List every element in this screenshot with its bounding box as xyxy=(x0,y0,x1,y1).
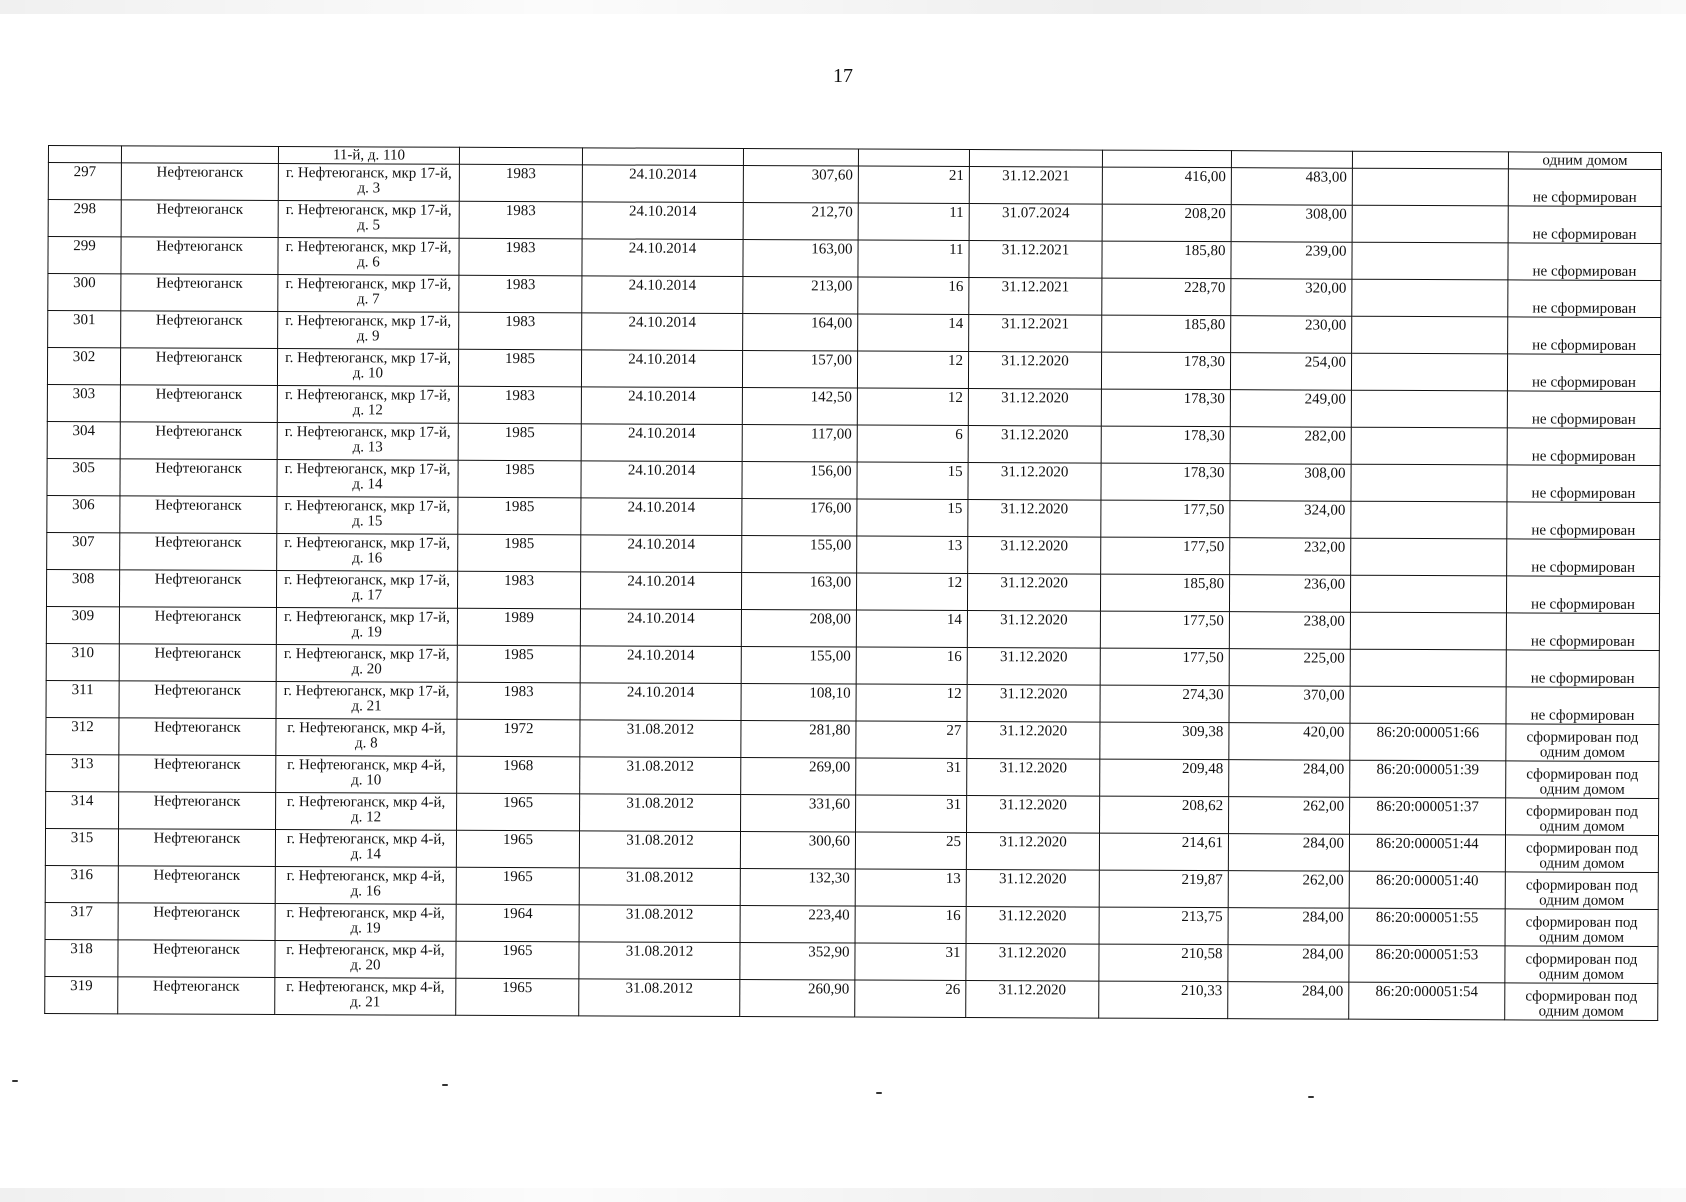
cell-deadline: 31.12.2021 xyxy=(969,241,1102,279)
cell-date: 24.10.2014 xyxy=(581,387,742,425)
cell-year: 1989 xyxy=(457,608,580,646)
table-row xyxy=(45,976,1658,1020)
cell-area: 212,70 xyxy=(743,203,858,241)
cell-value2: 284,00 xyxy=(1228,908,1349,946)
cell-area: 176,00 xyxy=(742,499,857,537)
cell-date: 24.10.2014 xyxy=(581,350,742,388)
scan-speck xyxy=(12,1080,18,1082)
cell-city: Нефтеюганск xyxy=(119,718,276,756)
cell-area: 132,30 xyxy=(740,869,855,907)
cell-num: 313 xyxy=(46,754,119,791)
cell-count: 13 xyxy=(857,536,968,573)
cell-date: 24.10.2014 xyxy=(582,239,743,277)
cell-status: сформирован под одним домом xyxy=(1506,761,1659,799)
cell-date: 24.10.2014 xyxy=(580,683,741,721)
cell-cadastral xyxy=(1350,649,1506,687)
cell-cadastral: 86:20:000051:53 xyxy=(1349,945,1505,983)
cell-count: 13 xyxy=(855,869,966,906)
cell-deadline: 31.12.2020 xyxy=(966,981,1099,1019)
cell-count: 12 xyxy=(856,573,967,610)
cell-date: 24.10.2014 xyxy=(582,313,743,351)
cell-area: 300,60 xyxy=(740,832,855,870)
cell-count: 31 xyxy=(856,795,967,832)
cell-year: 1965 xyxy=(456,830,579,868)
cell-value1: 210,58 xyxy=(1099,944,1228,982)
cell-city: Нефтеюганск xyxy=(118,829,275,867)
cell-year: 1965 xyxy=(456,978,579,1016)
cell-address: г. Нефтеюганск, мкр 17-й, д. 19 xyxy=(276,608,457,646)
cell-value2 xyxy=(1231,151,1352,169)
cell-value1: 228,70 xyxy=(1102,278,1231,316)
cell-year: 1965 xyxy=(456,941,579,979)
cell-city: Нефтеюганск xyxy=(119,570,276,608)
cell-address: г. Нефтеюганск, мкр 4-й, д. 21 xyxy=(275,977,456,1015)
cell-value1: 178,30 xyxy=(1101,389,1230,427)
cell-date: 31.08.2012 xyxy=(579,979,740,1017)
cell-num: 310 xyxy=(46,643,119,680)
cell-value1: 309,38 xyxy=(1100,722,1229,760)
cell-cadastral: 86:20:000051:54 xyxy=(1349,982,1505,1020)
cell-count: 15 xyxy=(857,499,968,536)
cell-count: 6 xyxy=(857,425,968,462)
cell-address: г. Нефтеюганск, мкр 17-й, д. 15 xyxy=(277,497,458,535)
cell-area: 260,90 xyxy=(740,980,855,1018)
scan-edge-top xyxy=(0,0,1686,14)
cell-city: Нефтеюганск xyxy=(120,533,277,571)
cell-status: сформирован под одним домом xyxy=(1506,798,1659,836)
cell-address-continued: 11-й, д. 110 xyxy=(278,147,459,165)
cell-value1: 214,61 xyxy=(1099,833,1228,871)
cell-value2: 284,00 xyxy=(1229,760,1350,798)
cell-address: г. Нефтеюганск, мкр 17-й, д. 14 xyxy=(277,460,458,498)
cell-area: 155,00 xyxy=(742,536,857,574)
cell-address: г. Нефтеюганск, мкр 4-й, д. 20 xyxy=(275,940,456,978)
cell-status: не сформирован xyxy=(1506,650,1659,688)
cell-year: 1983 xyxy=(459,238,582,276)
cell-city: Нефтеюганск xyxy=(118,866,275,904)
cell-area: 213,00 xyxy=(743,277,858,315)
cell-value2: 230,00 xyxy=(1231,316,1352,354)
cell-status: не сформирован xyxy=(1507,539,1660,577)
cell-cadastral: 86:20:000051:39 xyxy=(1350,760,1506,798)
cell-city: Нефтеюганск xyxy=(119,792,276,830)
cell-cadastral: 86:20:000051:37 xyxy=(1350,797,1506,835)
cell-value1: 210,33 xyxy=(1099,981,1228,1019)
cell-address: г. Нефтеюганск, мкр 4-й, д. 8 xyxy=(276,719,457,757)
cell-year: 1972 xyxy=(457,719,580,757)
cell-address: г. Нефтеюганск, мкр 17-й, д. 17 xyxy=(276,571,457,609)
cell-date: 24.10.2014 xyxy=(580,609,741,647)
cell-area: 352,90 xyxy=(740,943,855,981)
cell-city: Нефтеюганск xyxy=(118,940,275,978)
cell-value1: 208,62 xyxy=(1100,796,1229,834)
cell-status: не сформирован xyxy=(1506,576,1659,614)
cell-status: не сформирован xyxy=(1508,169,1661,207)
cell-num: 305 xyxy=(47,458,120,495)
cell-address: г. Нефтеюганск, мкр 17-й, д. 10 xyxy=(277,349,458,387)
cell-value2: 370,00 xyxy=(1229,686,1350,724)
cell-num: 307 xyxy=(47,532,120,569)
cell-value1: 208,20 xyxy=(1102,204,1231,242)
cell-date: 31.08.2012 xyxy=(579,831,740,869)
cell-deadline: 31.12.2020 xyxy=(967,648,1100,686)
cell-date: 24.10.2014 xyxy=(582,276,743,314)
cell-status: не сформирован xyxy=(1508,280,1661,318)
cell-count: 26 xyxy=(855,980,966,1017)
cell-date: 24.10.2014 xyxy=(580,572,741,610)
cell-value2: 238,00 xyxy=(1229,612,1350,650)
cell-value1: 185,80 xyxy=(1100,574,1229,612)
cell-city: Нефтеюганск xyxy=(120,385,277,423)
cell-cadastral xyxy=(1350,686,1506,724)
table-body xyxy=(45,146,1662,1021)
cell-address: г. Нефтеюганск, мкр 4-й, д. 10 xyxy=(276,755,457,793)
cell-value2: 324,00 xyxy=(1230,501,1351,539)
cell-year: 1983 xyxy=(458,386,581,424)
cell-year: 1983 xyxy=(459,201,582,239)
cell-deadline: 31.12.2020 xyxy=(968,463,1101,501)
cell-cadastral xyxy=(1351,390,1507,428)
cell-status: не сформирован xyxy=(1508,317,1661,355)
cell-area: 155,00 xyxy=(741,647,856,685)
scan-speck xyxy=(442,1084,448,1086)
cell-address: г. Нефтеюганск, мкр 4-й, д. 16 xyxy=(275,866,456,904)
cell-city: Нефтеюганск xyxy=(118,903,275,941)
cell-deadline: 31.12.2020 xyxy=(968,500,1101,538)
cell-count: 16 xyxy=(856,647,967,684)
cell-address: г. Нефтеюганск, мкр 17-й, д. 9 xyxy=(278,312,459,350)
cell-deadline: 31.12.2020 xyxy=(968,352,1101,390)
cell-city: Нефтеюганск xyxy=(119,644,276,682)
cell-year: 1965 xyxy=(456,867,579,905)
cell-year: 1965 xyxy=(457,793,580,831)
cell-cadastral xyxy=(1351,538,1507,576)
cell-date: 24.10.2014 xyxy=(582,202,743,240)
cell-date: 31.08.2012 xyxy=(579,942,740,980)
cell-year: 1985 xyxy=(458,423,581,461)
cell-num: 315 xyxy=(45,828,118,865)
cell-num: 306 xyxy=(47,495,120,532)
cell-count: 31 xyxy=(856,758,967,795)
cell-year: 1968 xyxy=(457,756,580,794)
cell-count: 27 xyxy=(856,721,967,758)
cell-num: 317 xyxy=(45,902,118,939)
cell-num: 316 xyxy=(45,865,118,902)
cell-deadline: 31.12.2020 xyxy=(966,907,1099,945)
cell-deadline: 31.12.2020 xyxy=(967,759,1100,797)
cell-area: 307,60 xyxy=(743,166,858,204)
cell-address: г. Нефтеюганск, мкр 4-й, д. 19 xyxy=(275,903,456,941)
cell-area: 164,00 xyxy=(743,314,858,352)
cell-value2: 239,00 xyxy=(1231,242,1352,280)
cell-status: не сформирован xyxy=(1507,354,1660,392)
cell-cadastral xyxy=(1352,316,1508,354)
cell-value2: 284,00 xyxy=(1228,982,1349,1020)
cell-date: 31.08.2012 xyxy=(580,720,741,758)
cell-date: 24.10.2014 xyxy=(581,461,742,499)
cell-deadline: 31.12.2020 xyxy=(966,944,1099,982)
cell-city: Нефтеюганск xyxy=(120,496,277,534)
cell-count: 14 xyxy=(858,314,969,351)
cell-address: г. Нефтеюганск, мкр 17-й, д. 13 xyxy=(277,423,458,461)
cell-deadline: 31.12.2020 xyxy=(967,685,1100,723)
cell-value1: 178,30 xyxy=(1101,352,1230,390)
cell-value2: 320,00 xyxy=(1231,279,1352,317)
cell-address: г. Нефтеюганск, мкр 17-й, д. 6 xyxy=(278,238,459,276)
cell-cadastral: 86:20:000051:55 xyxy=(1349,908,1505,946)
cell-status: сформирован под одним домом xyxy=(1505,946,1658,984)
cell-status: не сформирован xyxy=(1508,243,1661,281)
cell-cadastral xyxy=(1352,151,1508,169)
cell-city: Нефтеюганск xyxy=(120,348,277,386)
cell-cadastral xyxy=(1352,168,1508,206)
cell-area: 156,00 xyxy=(742,462,857,500)
cell-status: не сформирован xyxy=(1507,465,1660,503)
cell-deadline: 31.12.2020 xyxy=(966,870,1099,908)
cell-area: 208,00 xyxy=(741,610,856,648)
cell-value1: 185,80 xyxy=(1102,241,1231,279)
cell-address: г. Нефтеюганск, мкр 17-й, д. 7 xyxy=(278,275,459,313)
cell-count: 11 xyxy=(858,240,969,277)
cell-num: 303 xyxy=(47,384,120,421)
cell-value2: 420,00 xyxy=(1229,723,1350,761)
cell-year: 1983 xyxy=(459,164,582,202)
cell-area: 281,80 xyxy=(741,721,856,759)
cell-cadastral: 86:20:000051:44 xyxy=(1349,834,1505,872)
cell-num: 312 xyxy=(46,717,119,754)
cell-date: 24.10.2014 xyxy=(581,424,742,462)
scan-speck xyxy=(876,1092,882,1094)
cell-area: 108,10 xyxy=(741,684,856,722)
cell-area: 223,40 xyxy=(740,906,855,944)
cell-cadastral xyxy=(1351,353,1507,391)
cell-count: 16 xyxy=(858,277,969,314)
cell-area: 269,00 xyxy=(741,758,856,796)
cell-count: 12 xyxy=(857,351,968,388)
cell-deadline: 31.12.2021 xyxy=(969,315,1102,353)
cell-cadastral xyxy=(1350,612,1506,650)
cell-date xyxy=(582,148,743,166)
cell-year: 1983 xyxy=(457,682,580,720)
cell-status: сформирован под одним домом xyxy=(1505,983,1658,1021)
cell-value1: 178,30 xyxy=(1101,426,1230,464)
page-number: 17 xyxy=(833,65,853,87)
cell-num: 311 xyxy=(46,680,119,717)
cell-city: Нефтеюганск xyxy=(119,755,276,793)
cell-num: 314 xyxy=(46,791,119,828)
cell-deadline: 31.07.2024 xyxy=(969,204,1102,242)
cell-num: 318 xyxy=(45,939,118,976)
cell-value1: 177,50 xyxy=(1101,537,1230,575)
cell-value1: 177,50 xyxy=(1100,611,1229,649)
cell-count: 11 xyxy=(858,203,969,240)
cell-address: г. Нефтеюганск, мкр 4-й, д. 14 xyxy=(275,829,456,867)
cell-value1: 213,75 xyxy=(1099,907,1228,945)
cell-status: не сформирован xyxy=(1507,428,1660,466)
cell-num: 297 xyxy=(48,163,121,200)
cell-city: Нефтеюганск xyxy=(121,237,278,275)
cell-cadastral xyxy=(1351,501,1507,539)
cell-num: 309 xyxy=(46,606,119,643)
cell-deadline xyxy=(969,150,1102,168)
cell-value2: 308,00 xyxy=(1231,205,1352,243)
cell-value2: 249,00 xyxy=(1230,390,1351,428)
cell-year: 1985 xyxy=(458,460,581,498)
cell-status: сформирован под одним домом xyxy=(1505,872,1658,910)
cell-num: 299 xyxy=(48,237,121,274)
cell-city: Нефтеюганск xyxy=(121,311,278,349)
cell-cadastral xyxy=(1352,242,1508,280)
cell-year: 1985 xyxy=(458,349,581,387)
cell-city: Нефтеюганск xyxy=(120,459,277,497)
cell-num: 319 xyxy=(45,976,118,1013)
cell-year: 1983 xyxy=(459,275,582,313)
cell-city: Нефтеюганск xyxy=(121,200,278,238)
cell-value2: 254,00 xyxy=(1230,353,1351,391)
cell-address: г. Нефтеюганск, мкр 17-й, д. 3 xyxy=(278,164,459,202)
cell-value2: 483,00 xyxy=(1231,168,1352,206)
cell-value2: 284,00 xyxy=(1228,834,1349,872)
cell-status: не сформирован xyxy=(1508,206,1661,244)
cell-city: Нефтеюганск xyxy=(119,681,276,719)
cell-num: 302 xyxy=(47,348,120,385)
cell-address: г. Нефтеюганск, мкр 4-й, д. 12 xyxy=(276,792,457,830)
cell-cadastral xyxy=(1351,464,1507,502)
cell-value2: 284,00 xyxy=(1228,945,1349,983)
cell-date: 31.08.2012 xyxy=(579,868,740,906)
cell-status-continued: одним домом xyxy=(1508,152,1661,170)
cell-value2: 262,00 xyxy=(1228,871,1349,909)
cell-num: 304 xyxy=(47,421,120,458)
cell-num: 308 xyxy=(46,569,119,606)
cell-deadline: 31.12.2020 xyxy=(966,833,1099,871)
cell-value1: 219,87 xyxy=(1099,870,1228,908)
cell-status: не сформирован xyxy=(1506,687,1659,725)
cell-status: сформирован под одним домом xyxy=(1505,909,1658,947)
cell-year: 1985 xyxy=(457,645,580,683)
cell-value1: 178,30 xyxy=(1101,463,1230,501)
cell-year: 1985 xyxy=(458,534,581,572)
cell-area: 142,50 xyxy=(742,388,857,426)
cell-deadline: 31.12.2020 xyxy=(968,426,1101,464)
cell-city: Нефтеюганск xyxy=(121,163,278,201)
cell-date: 31.08.2012 xyxy=(580,794,741,832)
cell-deadline: 31.12.2020 xyxy=(967,722,1100,760)
cell-value1: 185,80 xyxy=(1102,315,1231,353)
cell-value2: 262,00 xyxy=(1229,797,1350,835)
cell-count: 15 xyxy=(857,462,968,499)
cell-value1: 177,50 xyxy=(1101,500,1230,538)
cell-deadline: 31.12.2020 xyxy=(968,537,1101,575)
cell-count: 16 xyxy=(855,906,966,943)
cell-value1: 209,48 xyxy=(1100,759,1229,797)
cell-value2: 225,00 xyxy=(1229,649,1350,687)
cell-area xyxy=(743,149,858,167)
cell-cadastral xyxy=(1350,575,1506,613)
cell-area: 163,00 xyxy=(741,573,856,611)
cell-status: сформирован под одним домом xyxy=(1505,835,1658,873)
cell-deadline: 31.12.2020 xyxy=(967,574,1100,612)
cell-year xyxy=(459,147,582,165)
cell-count xyxy=(858,149,969,166)
cell-city xyxy=(121,146,278,164)
cell-city: Нефтеюганск xyxy=(119,607,276,645)
cell-date: 24.10.2014 xyxy=(580,646,741,684)
cell-value2: 232,00 xyxy=(1230,538,1351,576)
cell-count: 31 xyxy=(855,943,966,980)
cell-address: г. Нефтеюганск, мкр 17-й, д. 16 xyxy=(277,534,458,572)
cell-num: 300 xyxy=(48,274,121,311)
cell-date: 24.10.2014 xyxy=(581,535,742,573)
cell-deadline: 31.12.2020 xyxy=(967,611,1100,649)
cell-address: г. Нефтеюганск, мкр 17-й, д. 12 xyxy=(277,386,458,424)
cell-num: 298 xyxy=(48,200,121,237)
cell-year: 1983 xyxy=(457,571,580,609)
cell-cadastral: 86:20:000051:66 xyxy=(1350,723,1506,761)
cell-address: г. Нефтеюганск, мкр 17-й, д. 5 xyxy=(278,201,459,239)
cell-num: 301 xyxy=(48,311,121,348)
cell-area: 117,00 xyxy=(742,425,857,463)
cell-date: 24.10.2014 xyxy=(581,498,742,536)
cell-address: г. Нефтеюганск, мкр 17-й, д. 21 xyxy=(276,682,457,720)
cell-value2: 308,00 xyxy=(1230,464,1351,502)
cell-value1: 177,50 xyxy=(1100,648,1229,686)
cell-value1 xyxy=(1102,150,1231,168)
cell-cadastral: 86:20:000051:40 xyxy=(1349,871,1505,909)
cell-status: не сформирован xyxy=(1507,502,1660,540)
cell-address: г. Нефтеюганск, мкр 17-й, д. 20 xyxy=(276,645,457,683)
cell-cadastral xyxy=(1351,427,1507,465)
cell-status: не сформирован xyxy=(1506,613,1659,651)
cell-value1: 416,00 xyxy=(1102,167,1231,205)
cell-cadastral xyxy=(1352,205,1508,243)
cell-cadastral xyxy=(1352,279,1508,317)
cell-area: 331,60 xyxy=(741,795,856,833)
cell-status: не сформирован xyxy=(1507,391,1660,429)
cell-area: 163,00 xyxy=(743,240,858,278)
cell-value1: 274,30 xyxy=(1100,685,1229,723)
cell-count: 14 xyxy=(856,610,967,647)
scan-speck xyxy=(1308,1096,1314,1098)
cell-value2: 282,00 xyxy=(1230,427,1351,465)
cell-value2: 236,00 xyxy=(1229,575,1350,613)
cell-city: Нефтеюганск xyxy=(118,977,275,1015)
cell-date: 31.08.2012 xyxy=(579,905,740,943)
cell-city: Нефтеюганск xyxy=(120,422,277,460)
cell-year: 1985 xyxy=(458,497,581,535)
cell-count: 12 xyxy=(856,684,967,721)
cell-deadline: 31.12.2020 xyxy=(968,389,1101,427)
cell-count: 21 xyxy=(858,166,969,203)
cell-year: 1964 xyxy=(456,904,579,942)
housing-table xyxy=(44,145,1662,1021)
cell-deadline: 31.12.2021 xyxy=(969,278,1102,316)
cell-area: 157,00 xyxy=(742,351,857,389)
cell-year: 1983 xyxy=(459,312,582,350)
cell-deadline: 31.12.2021 xyxy=(969,167,1102,205)
cell-deadline: 31.12.2020 xyxy=(967,796,1100,834)
cell-count: 25 xyxy=(855,832,966,869)
cell-status: сформирован под одним домом xyxy=(1506,724,1659,762)
cell-num xyxy=(48,146,121,163)
cell-date: 24.10.2014 xyxy=(582,165,743,203)
cell-date: 31.08.2012 xyxy=(580,757,741,795)
cell-city: Нефтеюганск xyxy=(121,274,278,312)
cell-count: 12 xyxy=(857,388,968,425)
